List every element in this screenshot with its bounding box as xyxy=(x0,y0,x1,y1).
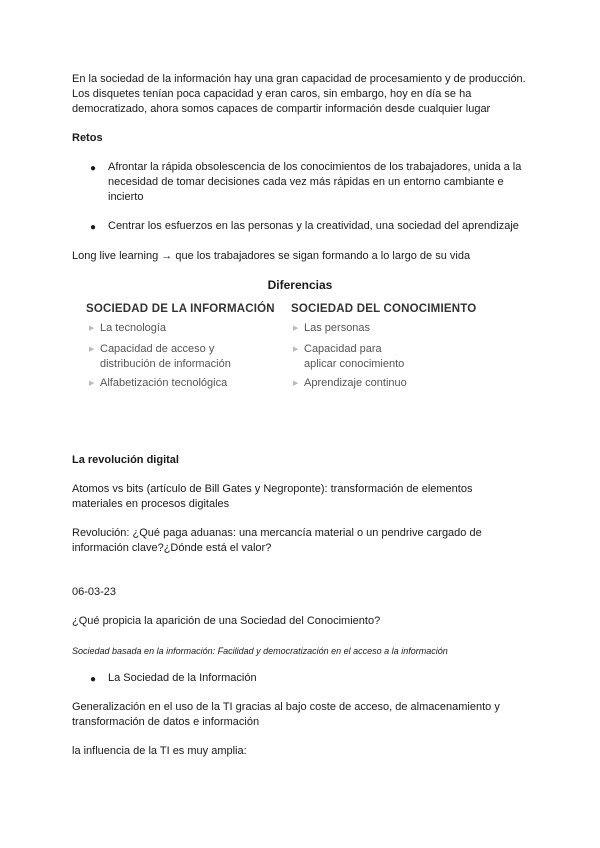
date-text: 06-03-23 xyxy=(72,586,117,598)
left-item-1: La tecnología xyxy=(100,322,167,334)
left-column-header: SOCIEDAD DE LA INFORMACIÓN xyxy=(86,303,275,315)
generalizacion-paragraph: Generalización en el uso de la TI gracias al bajo coste de acceso, de almacenamiento y transformación de datos e información xyxy=(72,701,500,728)
bullet-dot: ● xyxy=(90,674,97,685)
influencia-paragraph: la influencia de la TI es muy amplia: xyxy=(72,745,247,757)
intro-paragraph: En la sociedad de la información hay una gran capacidad de procesamiento y de producción. Los disquetes tenían poca capacidad y eran caros, sin embargo, hoy en día se ha democratizado, ahora somos capaces de compartir información desde cualquier lugar xyxy=(72,73,526,115)
retos-item-2: Centrar los esfuerzos en las personas y la creatividad, una sociedad del aprendizaje xyxy=(108,220,519,232)
triangle-bullet-icon: ▶ xyxy=(293,380,299,387)
revolucion-paragraph-2: Revolución: ¿Qué paga aduanas: una mercancía material o un pendrive cargado de información clave?¿Dónde está el valor? xyxy=(72,527,482,554)
triangle-bullet-icon: ▶ xyxy=(89,325,95,332)
long-live-paragraph: Long live learning → que los trabajadores se sigan formando a lo largo de su vida xyxy=(72,250,471,262)
left-item-2: Capacidad de acceso y distribución de información xyxy=(100,343,231,370)
bullet-dot: ● xyxy=(90,163,97,174)
revolucion-paragraph-1: Atomos vs bits (artículo de Bill Gates y Negroponte): transformación de elementos materiales en procesos digitales xyxy=(72,483,473,510)
right-column-header: SOCIEDAD DEL CONOCIMIENTO xyxy=(291,303,477,315)
italic-note: Sociedad basada en la información: Facilidad y democratización en el acceso a la información xyxy=(72,646,448,656)
triangle-bullet-icon: ▶ xyxy=(293,346,299,353)
retos-item-1: Afrontar la rápida obsolescencia de los conocimientos de los trabajadores, unida a la necesidad de tomar decisiones cada vez más rápidas en un entorno cambiante e incierto xyxy=(108,161,522,203)
revolucion-heading: La revolución digital xyxy=(72,454,179,466)
left-item-3: Alfabetización tecnológica xyxy=(100,377,228,389)
right-item-2: Capacidad para aplicar conocimiento xyxy=(304,343,405,370)
bullet-sociedad-informacion: La Sociedad de la Información xyxy=(108,672,257,684)
triangle-bullet-icon: ▶ xyxy=(293,325,299,332)
right-item-3: Aprendizaje continuo xyxy=(304,377,407,389)
question-text: ¿Qué propicia la aparición de una Sociedad del Conocimiento? xyxy=(72,615,381,627)
triangle-bullet-icon: ▶ xyxy=(89,380,95,387)
right-item-1: Las personas xyxy=(304,322,371,334)
diferencias-heading: Diferencias xyxy=(267,278,333,292)
bullet-dot: ● xyxy=(90,222,97,233)
retos-heading: Retos xyxy=(72,132,103,144)
triangle-bullet-icon: ▶ xyxy=(89,346,95,353)
